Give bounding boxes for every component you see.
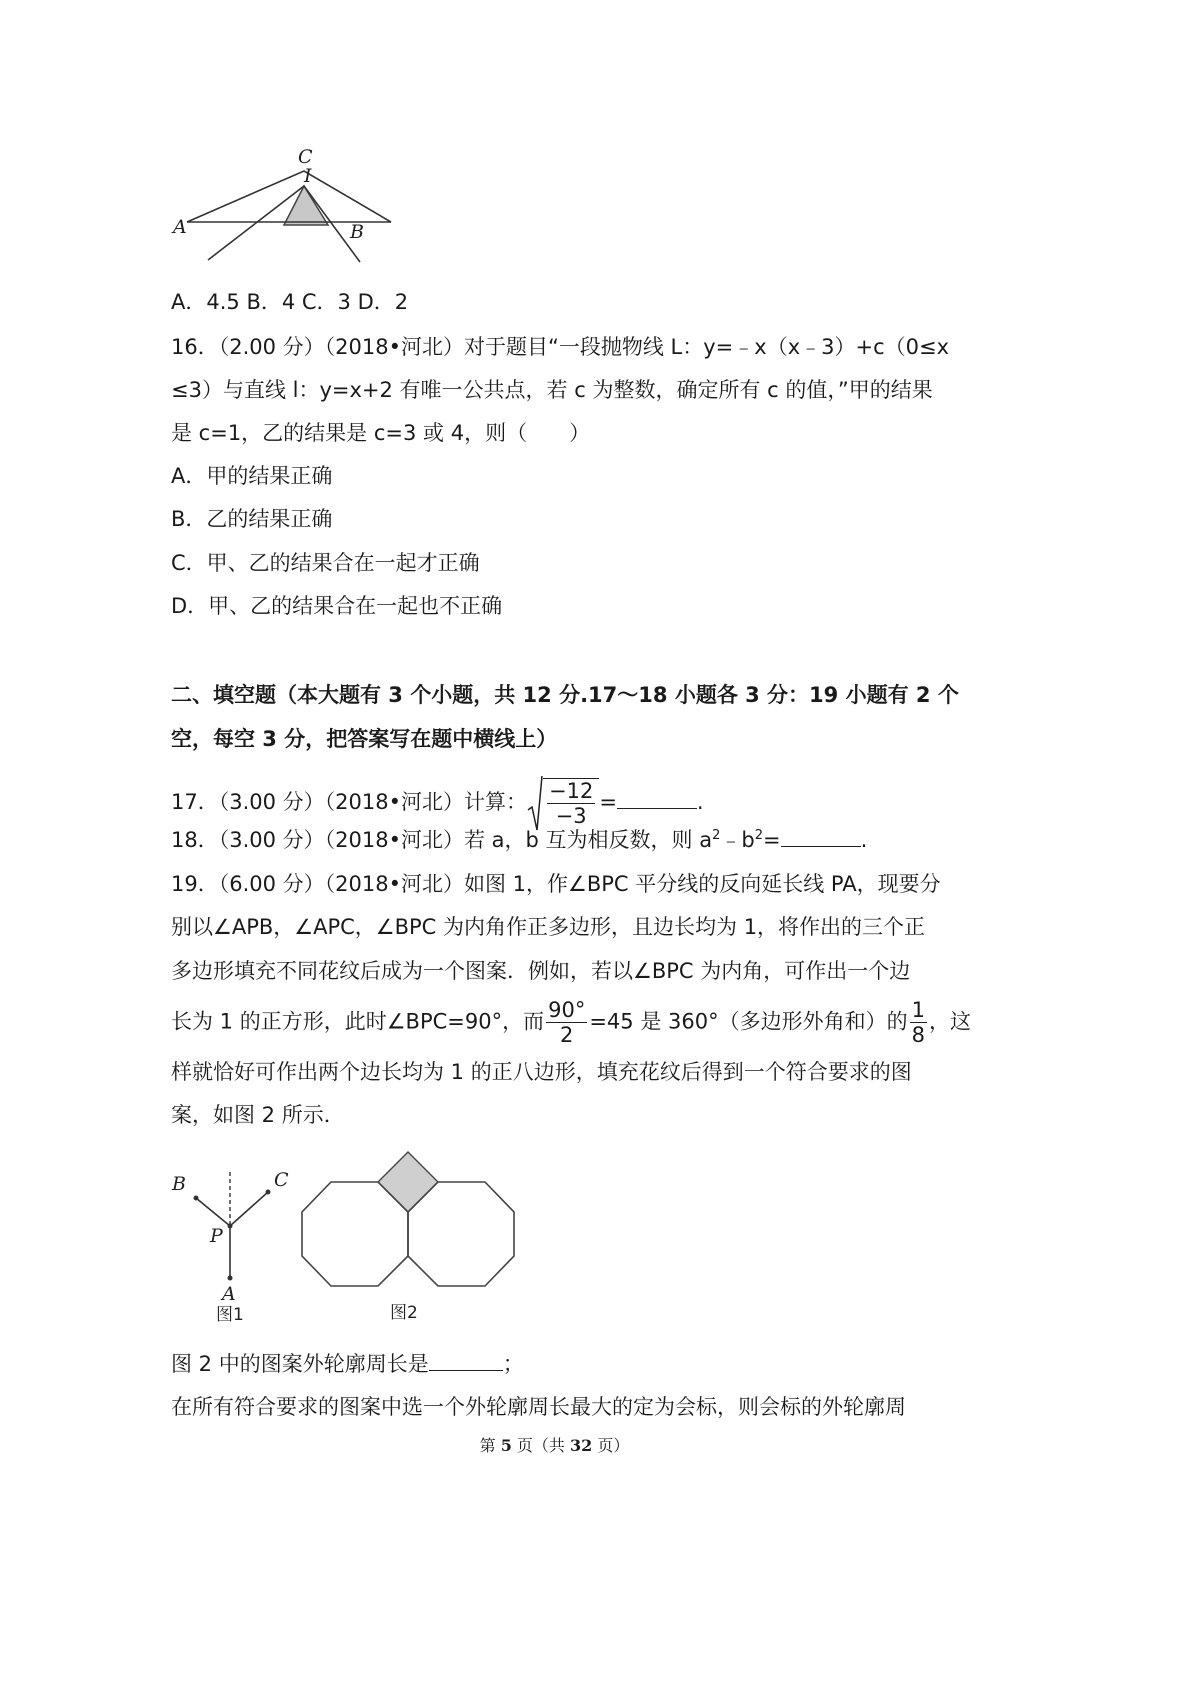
q17: 17．（3.00 分）（2018•河北）计算： $\frac{-12}{-3}$ = . (171, 778, 704, 828)
total-pages: 32 (570, 1436, 593, 1455)
q17-numerator: −12 (548, 779, 594, 803)
figure-2 (298, 1150, 528, 1340)
q16-line2: ≤3）与直线 l：y=x+2 有唯一公共点，若 c 为整数，确定所有 c 的值，”甲的结果 (171, 378, 933, 402)
q16-line1: 16．（2.00 分）（2018•河北）对于题目“一段抛物线 L：y=﹣x（x﹣3）+c（0≤x (171, 335, 950, 359)
page-footer: 第 5 页（共 32 页） (479, 1436, 630, 1455)
q17-denominator: −3 (555, 804, 587, 828)
label-b: B (172, 1173, 186, 1195)
label-c: C (298, 146, 313, 168)
ray-pc (230, 1192, 268, 1226)
sqrt-expression (527, 778, 599, 828)
label-a: A (173, 216, 187, 238)
ray-pb (196, 1198, 230, 1226)
shaded-square (378, 1152, 438, 1212)
q19-line6: 案，如图 2 所示． (171, 1103, 345, 1127)
q19-part2: 在所有符合要求的图案中选一个外轮廓周长最大的定为会标，则会标的外轮廓周 (171, 1395, 906, 1419)
shaded-triangle (284, 186, 328, 225)
q16-option-c: C．甲、乙的结果合在一起才正确 (171, 551, 480, 575)
fraction-1-over-8: $\frac{1}{8}$ (911, 998, 925, 1047)
q18-answer-blank[interactable] (781, 826, 861, 847)
label-i: I (304, 165, 312, 187)
q19-part1: 图 2 中的图案外轮廓周长是 ； (171, 1352, 524, 1376)
q19-line4: 长为 1 的正方形，此时∠BPC=90°，而 $\frac{90^\circ}{2}$ =45 是 360°（多边形外角和）的 $\frac{1}{8}$ ，这 (171, 998, 971, 1047)
fraction-90-over-2: $\frac{90^\circ}{2}$ (548, 998, 586, 1047)
q16-option-d: D．甲、乙的结果合在一起也不正确 (171, 594, 503, 618)
label-b: B (350, 221, 364, 243)
q18: 18．（3.00 分）（2018•河北）若 a，b 互为相反数，则 $a^2﹣b^2=$ . (171, 828, 868, 852)
q19-line5: 样就恰好可作出两个边长均为 1 的正八边形，填充花纹后得到一个符合要求的图 (171, 1060, 912, 1084)
right-octagon (408, 1182, 514, 1286)
label-a: A (222, 1283, 236, 1305)
current-page: 5 (500, 1436, 512, 1455)
figure-2-caption: 图2 (390, 1303, 418, 1323)
q19-line2: 别以∠APB，∠APC，∠BPC 为内角作正多边形，且边长均为 1，将作出的三个正 (171, 915, 926, 939)
q17-answer-blank[interactable] (617, 788, 697, 809)
q17-prefix: 17．（3.00 分）（2018•河北）计算： (171, 790, 527, 814)
section-heading-line1: 二、填空题（本大题有 3 个小题，共 12 分.17～18 小题各 3 分：19 小题有 2 个 (171, 683, 959, 707)
q19-answer-blank-1[interactable] (429, 1350, 503, 1371)
label-c: C (274, 1169, 289, 1191)
q15-options: A．4.5 B．4 C．3 D．2 (171, 290, 409, 314)
label-p: P (210, 1225, 223, 1247)
triangle-figure (173, 146, 418, 290)
left-octagon (302, 1182, 408, 1286)
q16-option-a: A．甲的结果正确 (171, 464, 333, 488)
q19-line1: 19．（6.00 分）（2018•河北）如图 1，作∠BPC 平分线的反向延长线 PA，现要分 (171, 872, 941, 896)
figure-1 (168, 1168, 298, 1338)
q16-line3: 是 c=1，乙的结果是 c=3 或 4，则（ ） (171, 421, 591, 445)
q16-option-b: B．乙的结果正确 (171, 507, 333, 531)
q19-line3: 多边形填充不同花纹后成为一个图案．例如，若以∠BPC 为内角，可作出一个边 (171, 959, 911, 983)
figure-1-caption: 图1 (216, 1305, 244, 1325)
section-heading-line2: 空，每空 3 分，把答案写在题中横线上） (171, 727, 558, 751)
